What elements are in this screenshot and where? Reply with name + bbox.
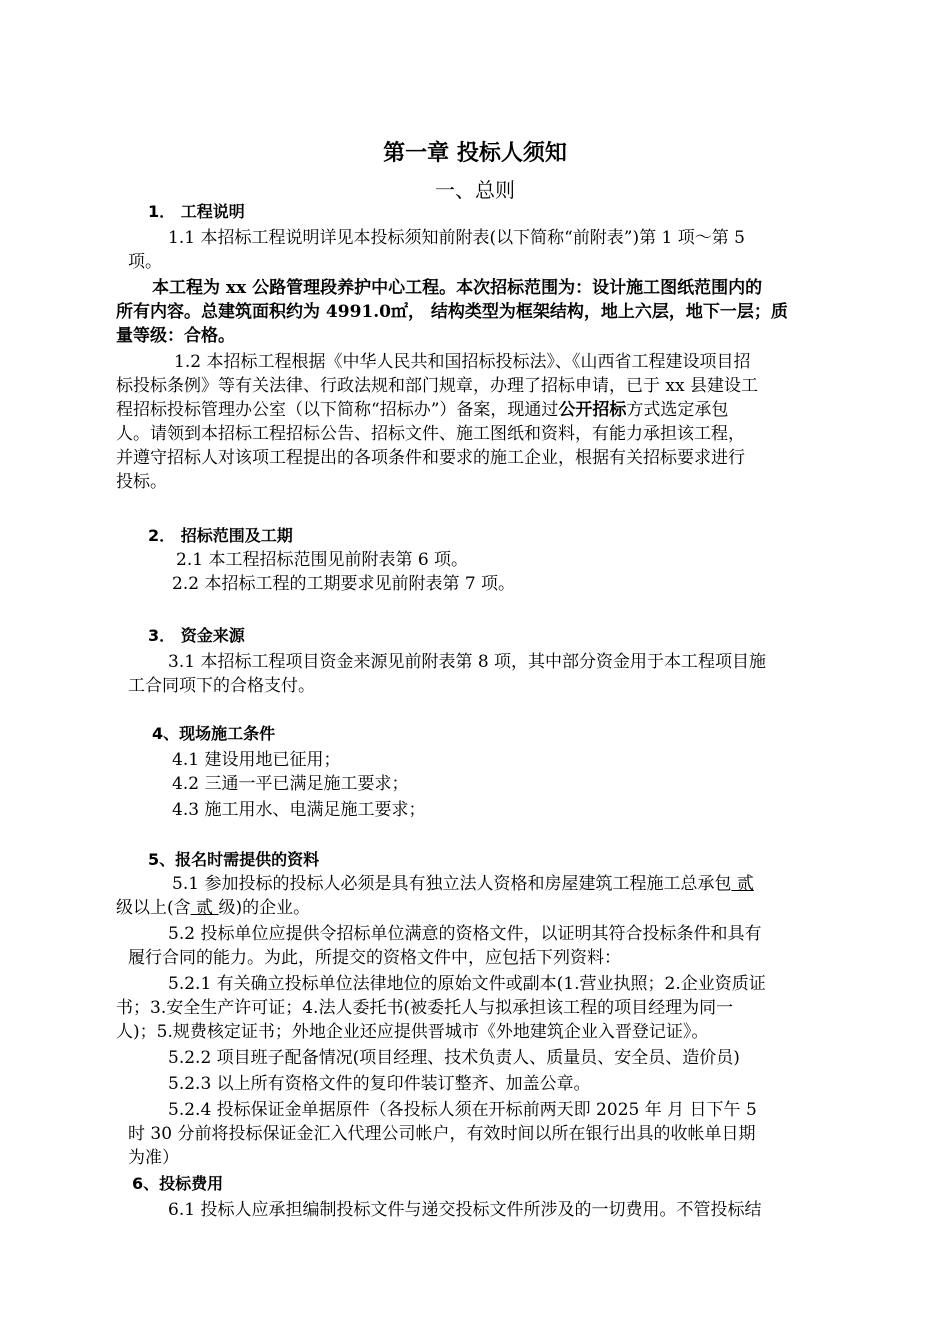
heading-registration-materials: 5、报名时需提供的资料: [148, 850, 320, 869]
paragraph-5-2-2: 5.2.2 项目班子配备情况(项目经理、技术负责人、质量员、安全员、造价员): [168, 1048, 740, 1068]
paragraph-5-2-line-2: 履行合同的能力。为此，所提交的资格文件中，应包括下列资料：: [128, 948, 621, 968]
project-summary-line-2: 所有内容。总建筑面积约为 4991.0㎡， 结构类型为框架结构，地上六层，地下一层；质: [116, 302, 788, 322]
paragraph-3-1-line-2: 工合同项下的合格支付。: [128, 676, 315, 696]
text-run: 5.1 参加投标的投标人必须是具有独立法人资格和房屋建筑工程施工总承包: [172, 874, 732, 894]
paragraph-1-2-line-2: 标投标条例》等有关法律、行政法规和部门规章，办理了招标申请，已于 xx 县建设工: [116, 376, 758, 396]
item-4-3: 4.3 施工用水、电满足施工要求；: [172, 800, 426, 820]
item-4-1: 4.1 建设用地已征用；: [172, 750, 341, 770]
paragraph-5-2-line-1: 5.2 投标单位应提供令招标单位满意的资格文件，以证明其符合投标条件和具有: [168, 924, 762, 944]
text-run: 级)的企业。: [218, 898, 311, 918]
paragraph-5-1-line-2: [116, 896, 310, 920]
paragraph-5-1-line-1: [172, 872, 754, 896]
paragraph-1-2-line-1: 1.2 本招标工程根据《中华人民共和国招标投标法》、《山西省工程建设项目招: [174, 352, 751, 372]
underlined-grade: 贰: [190, 898, 219, 918]
project-summary-line-3: 量等级：合格。: [116, 326, 235, 346]
paragraph-1-2-line-4: 人。请领到本招标工程招标公告、招标文件、施工图纸和资料，有能力承担该工程，: [116, 424, 745, 444]
heading-bidding-costs: 6、投标费用: [132, 1174, 224, 1193]
paragraph-6-1-line-1: 6.1 投标人应承担编制投标文件与递交投标文件所涉及的一切费用。不管投标结: [168, 1200, 762, 1220]
underlined-grade: 贰: [731, 874, 754, 894]
project-summary-line-1: 本工程为 xx 公路管理段养护中心工程。本次招标范围为：设计施工图纸范围内的: [152, 278, 763, 298]
text-run: 方式选定承包: [626, 400, 729, 420]
heading-site-conditions: 4、现场施工条件: [152, 724, 276, 743]
heading-funding-source: 3． 资金来源: [148, 626, 245, 645]
paragraph-5-2-4-line-1: 5.2.4 投标保证金单据原件（各投标人须在开标前两天即 2025 年 月 日下午 5: [168, 1100, 757, 1120]
paragraph-2-2: 2.2 本招标工程的工期要求见前附表第 7 项。: [172, 574, 516, 594]
text-run: 程招标投标管理办公室（以下简称“招标办”）备案，现通过: [116, 400, 559, 420]
section-subtitle: 一、总则: [435, 178, 515, 202]
paragraph-1-1-line-2: 项。: [128, 252, 162, 272]
text-run: 级以上(含: [116, 898, 191, 918]
paragraph-1-1-line-1: 1.1 本招标工程说明详见本投标须知前附表(以下简称“前附表”)第 1 项～第 5: [168, 228, 745, 248]
paragraph-1-2-line-5: 并遵守招标人对该项工程提出的各项条件和要求的施工企业，根据有关招标要求进行: [116, 448, 745, 468]
paragraph-5-2-4-line-2: 时 30 分前将投标保证金汇入代理公司帐户，有效时间以所在银行出具的收帐单日期: [128, 1124, 756, 1144]
paragraph-1-2-line-3: [116, 398, 728, 422]
paragraph-5-2-4-line-3: 为准）: [128, 1148, 179, 1168]
paragraph-3-1-line-1: 3.1 本招标工程项目资金来源见前附表第 8 项，其中部分资金用于本工程项目施: [168, 652, 767, 672]
paragraph-2-1: 2.1 本工程招标范围见前附表第 6 项。: [176, 550, 469, 570]
heading-engineering-description: 1． 工程说明: [148, 202, 245, 221]
paragraph-5-2-3: 5.2.3 以上所有资格文件的复印件装订整齐、加盖公章。: [168, 1074, 591, 1094]
paragraph-5-2-1-line-2: 书；3.安全生产许可证；4.法人委托书(被委托人与拟承担该工程的项目经理为同一: [116, 998, 734, 1018]
paragraph-5-2-1-line-1: 5.2.1 有关确立投标单位法律地位的原始文件或副本(1.营业执照；2.企业资质证: [168, 974, 766, 994]
paragraph-1-2-line-6: 投标。: [116, 472, 167, 492]
paragraph-5-2-1-line-3: 人)；5.规费核定证书；外地企业还应提供晋城市《外地建筑企业入晋登记证》。: [116, 1022, 709, 1042]
bold-run-public-tender: 公开招标: [558, 400, 627, 420]
item-4-2: 4.2 三通一平已满足施工要求；: [172, 774, 409, 794]
chapter-title: 第一章 投标人须知: [383, 141, 567, 166]
heading-scope-and-duration: 2． 招标范围及工期: [148, 526, 293, 545]
